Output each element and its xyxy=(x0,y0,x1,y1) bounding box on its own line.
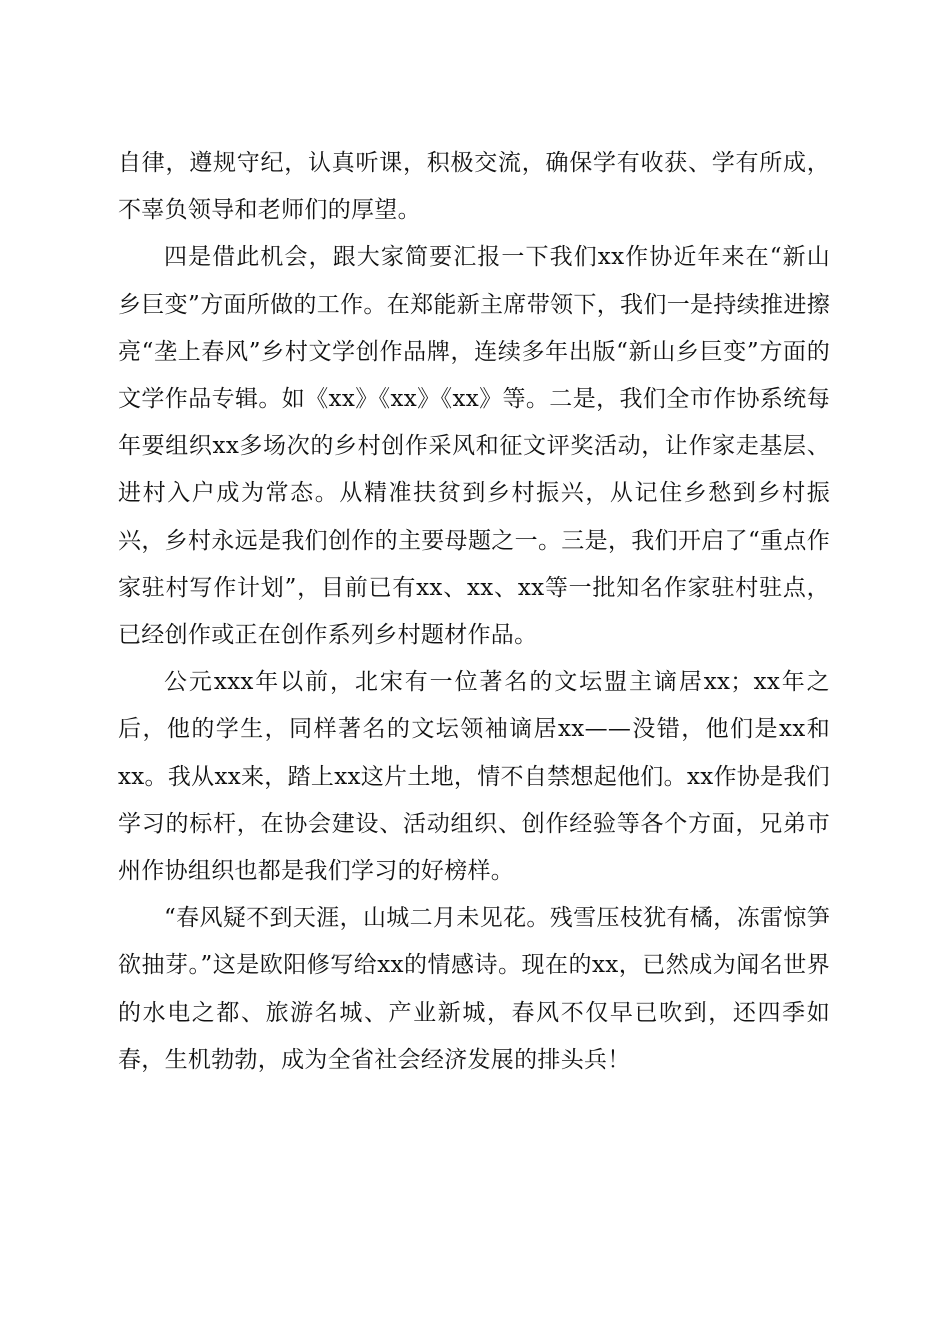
paragraph-poem: “春风疑不到天涯，山城二月未见花。残雪压枝犹有橘，冻雷惊笋欲抽芽。”这是欧阳修写给xx的情感诗。现在的xx，已然成为闻名世界的水电之都、旅游名城、产业新城，春风不仅早已吹到，还四季如春，生机勃勃，成为全省社会经济发展的排头兵！ xyxy=(118,905,830,1073)
paragraph-work-report: 四是借此机会，跟大家简要汇报一下我们xx作协近年来在“新山乡巨变”方面所做的工作。在郑能新主席带领下，我们一是持续推进擦亮“垄上春风”乡村文学创作品牌，连续多年出版“新山乡巨变”方面的文学作品专辑。如《xx》《xx》《xx》等。二是，我们全市作协系统每年要组织xx多场次的乡村创作采风和征文评奖活动，让作家走基层、进村入户成为常态。从精准扶贫到乡村振兴，从记住乡愁到乡村振兴，乡村永远是我们创作的主要母题之一。三是，我们开启了“重点作家驻村写作计划”，目前已有xx、xx、xx等一批知名作家驻村驻点，已经创作或正在创作系列乡村题材作品。 xyxy=(118,244,830,649)
paragraph-history: 公元xxx年以前，北宋有一位著名的文坛盟主谪居xx；xx年之后，他的学生，同样著名的文坛领袖谪居xx——没错，他们是xx和xx。我从xx来，踏上xx这片土地，情不自禁想起他们。xx作协是我们学习的标杆，在协会建设、活动组织、创作经验等各个方面，兄弟市州作协组织也都是我们学习的好榜样。 xyxy=(118,669,830,885)
paragraph-continuation: 自律，遵规守纪，认真听课，积极交流，确保学有收获、学有所成，不辜负领导和老师们的厚望。 xyxy=(118,150,830,224)
body-text xyxy=(118,140,830,1084)
